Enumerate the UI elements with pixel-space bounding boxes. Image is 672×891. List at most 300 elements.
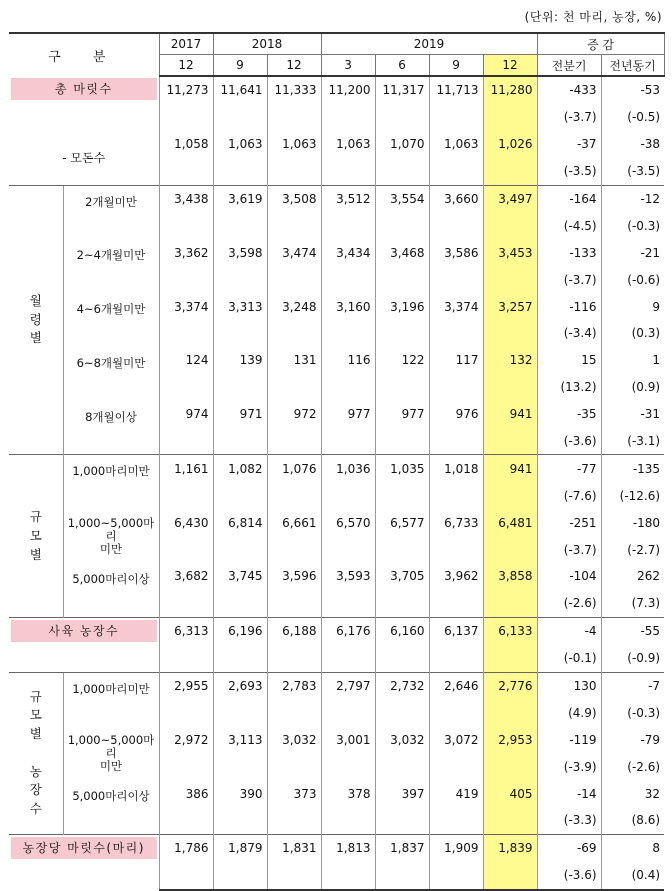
value-cell: 419 <box>429 780 483 807</box>
value-cell: -116 <box>537 293 601 320</box>
row-label: 4~6개월미만 <box>63 293 159 347</box>
row-label: 1,000마리미만 <box>63 455 159 509</box>
empty-cell <box>375 753 429 780</box>
value-cell: 3,362 <box>159 239 213 266</box>
empty-cell <box>159 753 213 780</box>
value-cell: 1,035 <box>375 455 429 482</box>
empty-cell <box>267 807 321 834</box>
empty-cell <box>483 807 537 834</box>
empty-cell <box>321 320 375 347</box>
table-row <box>9 780 664 807</box>
value-cell: 3,072 <box>429 726 483 753</box>
empty-cell <box>483 158 537 185</box>
table-row <box>9 726 664 753</box>
value-cell: -164 <box>537 185 601 212</box>
empty-cell <box>267 158 321 185</box>
value-cell: 6,196 <box>213 617 267 644</box>
value-cell: 116 <box>321 347 375 374</box>
value-cell: -35 <box>537 401 601 428</box>
value-cell: 6,188 <box>267 617 321 644</box>
percent-cell: (13.2) <box>537 374 601 401</box>
empty-cell <box>483 320 537 347</box>
value-cell: 9 <box>601 293 664 320</box>
value-cell: -12 <box>601 185 664 212</box>
percent-cell: (-3.7) <box>537 266 601 293</box>
value-cell: 131 <box>267 347 321 374</box>
header-month: 9 <box>213 55 267 77</box>
percent-cell: (-2.7) <box>601 536 664 563</box>
empty-cell <box>483 266 537 293</box>
header-row-years <box>9 33 664 55</box>
empty-cell <box>159 699 213 726</box>
value-cell: -133 <box>537 239 601 266</box>
row-label-text: 사육 농장수 <box>11 620 157 642</box>
value-cell: 976 <box>429 401 483 428</box>
value-cell: -37 <box>537 131 601 158</box>
value-cell: 11,317 <box>375 76 429 104</box>
value-cell: 1,909 <box>429 834 483 861</box>
empty-cell <box>429 482 483 509</box>
value-cell: 6,733 <box>429 509 483 536</box>
empty-cell <box>429 212 483 239</box>
empty-cell <box>429 753 483 780</box>
percent-cell: (-7.6) <box>537 482 601 509</box>
header-prev-year: 전년동기 <box>601 55 664 77</box>
value-cell: 3,497 <box>483 185 537 212</box>
value-cell: 2,972 <box>159 726 213 753</box>
value-cell: 3,453 <box>483 239 537 266</box>
header-month: 9 <box>429 55 483 77</box>
row-label: 2개월미만 <box>63 185 159 239</box>
value-cell: 390 <box>213 780 267 807</box>
row-label: 2~4개월미만 <box>63 239 159 293</box>
row-label: 6~8개월미만 <box>63 347 159 401</box>
empty-cell <box>213 374 267 401</box>
percent-cell: (-0.3) <box>601 212 664 239</box>
empty-cell <box>159 104 213 131</box>
percent-cell: (7.3) <box>601 590 664 617</box>
value-cell: -135 <box>601 455 664 482</box>
empty-cell <box>375 320 429 347</box>
unit-note: (단위: 천 마리, 농장, %) <box>524 10 662 24</box>
percent-cell: (-0.6) <box>601 266 664 293</box>
group-label: 규 모 별 <box>9 455 63 617</box>
empty-cell <box>375 807 429 834</box>
value-cell: -433 <box>537 76 601 104</box>
value-cell: 378 <box>321 780 375 807</box>
empty-cell <box>375 158 429 185</box>
empty-cell <box>483 212 537 239</box>
empty-cell <box>159 266 213 293</box>
value-cell: 1,813 <box>321 834 375 861</box>
empty-cell <box>213 753 267 780</box>
empty-cell <box>213 428 267 455</box>
empty-cell <box>267 212 321 239</box>
value-cell: 2,955 <box>159 672 213 699</box>
empty-cell <box>321 807 375 834</box>
value-cell: 3,438 <box>159 185 213 212</box>
percent-cell: (-2.6) <box>537 590 601 617</box>
value-cell: 3,032 <box>375 726 429 753</box>
header-month: 12 <box>159 55 213 77</box>
value-cell: 6,313 <box>159 617 213 644</box>
group-label: 규 모 별 농 장 수 <box>9 672 63 834</box>
empty-cell <box>213 807 267 834</box>
empty-cell <box>375 428 429 455</box>
empty-cell <box>429 320 483 347</box>
value-cell: 3,257 <box>483 293 537 320</box>
value-cell: 3,745 <box>213 563 267 590</box>
value-cell: 1,879 <box>213 834 267 861</box>
value-cell: 3,596 <box>267 563 321 590</box>
value-cell: 11,273 <box>159 76 213 104</box>
percent-cell: (0.4) <box>601 862 664 890</box>
empty-cell <box>429 536 483 563</box>
value-cell: 3,598 <box>213 239 267 266</box>
empty-cell <box>321 699 375 726</box>
table-row <box>9 293 664 320</box>
value-cell: 3,593 <box>321 563 375 590</box>
value-cell: 6,137 <box>429 617 483 644</box>
header-year-2019: 2019 <box>321 33 537 55</box>
percent-cell: (-3.7) <box>537 104 601 131</box>
value-cell: 386 <box>159 780 213 807</box>
empty-cell <box>321 212 375 239</box>
table-row <box>9 185 664 212</box>
empty-cell <box>375 374 429 401</box>
empty-cell <box>159 590 213 617</box>
value-cell: 2,776 <box>483 672 537 699</box>
empty-cell <box>267 699 321 726</box>
empty-cell <box>159 482 213 509</box>
value-cell: 11,280 <box>483 76 537 104</box>
empty-cell <box>429 266 483 293</box>
value-cell: 1,831 <box>267 834 321 861</box>
empty-cell <box>213 104 267 131</box>
value-cell: 1,786 <box>159 834 213 861</box>
empty-cell <box>483 645 537 672</box>
table-row <box>9 672 664 699</box>
value-cell: 11,713 <box>429 76 483 104</box>
row-label <box>9 617 159 672</box>
value-cell: 3,962 <box>429 563 483 590</box>
row-label: 1,000마리미만 <box>63 672 159 726</box>
empty-cell <box>483 536 537 563</box>
empty-cell <box>429 374 483 401</box>
value-cell: 11,333 <box>267 76 321 104</box>
value-cell: 971 <box>213 401 267 428</box>
value-cell: 3,619 <box>213 185 267 212</box>
empty-cell <box>375 536 429 563</box>
value-cell: 1,070 <box>375 131 429 158</box>
value-cell: -4 <box>537 617 601 644</box>
value-cell: 1,837 <box>375 834 429 861</box>
value-cell: 8 <box>601 834 664 861</box>
value-cell: 6,577 <box>375 509 429 536</box>
row-label: 5,000마리이상 <box>63 780 159 834</box>
header-month: 12 <box>267 55 321 77</box>
value-cell: 974 <box>159 401 213 428</box>
row-label: 1,000~5,000마리 미만 <box>63 509 159 563</box>
value-cell: 1,839 <box>483 834 537 861</box>
value-cell: 6,133 <box>483 617 537 644</box>
percent-cell: (-3.5) <box>537 158 601 185</box>
value-cell: 3,313 <box>213 293 267 320</box>
header-category: 구 분 <box>9 33 159 76</box>
value-cell: 3,474 <box>267 239 321 266</box>
value-cell: 6,481 <box>483 509 537 536</box>
percent-cell: (-3.7) <box>537 536 601 563</box>
empty-cell <box>429 807 483 834</box>
value-cell: 1,076 <box>267 455 321 482</box>
empty-cell <box>483 482 537 509</box>
value-cell: 1,063 <box>321 131 375 158</box>
empty-cell <box>483 374 537 401</box>
empty-cell <box>375 645 429 672</box>
value-cell: 3,374 <box>159 293 213 320</box>
percent-cell: (-12.6) <box>601 482 664 509</box>
empty-cell <box>267 590 321 617</box>
table-body <box>9 76 664 890</box>
table-row <box>9 834 664 861</box>
value-cell: 3,468 <box>375 239 429 266</box>
empty-cell <box>159 536 213 563</box>
value-cell: -77 <box>537 455 601 482</box>
row-label: 1,000~5,000마리 미만 <box>63 726 159 780</box>
row-label-text: 농장당 마릿수(마리) <box>11 837 157 859</box>
empty-cell <box>213 320 267 347</box>
empty-cell <box>213 536 267 563</box>
empty-cell <box>267 428 321 455</box>
value-cell: 977 <box>321 401 375 428</box>
empty-cell <box>159 374 213 401</box>
value-cell: 1,058 <box>159 131 213 158</box>
value-cell: 3,248 <box>267 293 321 320</box>
empty-cell <box>267 374 321 401</box>
empty-cell <box>159 158 213 185</box>
empty-cell <box>321 428 375 455</box>
value-cell: 117 <box>429 347 483 374</box>
value-cell: 32 <box>601 780 664 807</box>
value-cell: 6,814 <box>213 509 267 536</box>
empty-cell <box>213 482 267 509</box>
value-cell: 3,113 <box>213 726 267 753</box>
percent-cell: (-3.3) <box>537 807 601 834</box>
value-cell: 6,430 <box>159 509 213 536</box>
table-row <box>9 401 664 428</box>
value-cell: -14 <box>537 780 601 807</box>
header-month: 6 <box>375 55 429 77</box>
row-label: 8개월이상 <box>63 401 159 455</box>
empty-cell <box>213 590 267 617</box>
empty-cell <box>267 104 321 131</box>
value-cell: 1,063 <box>267 131 321 158</box>
empty-cell <box>213 212 267 239</box>
empty-cell <box>375 590 429 617</box>
empty-cell <box>321 590 375 617</box>
value-cell: 15 <box>537 347 601 374</box>
value-cell: 11,200 <box>321 76 375 104</box>
value-cell: 405 <box>483 780 537 807</box>
value-cell: -31 <box>601 401 664 428</box>
value-cell: 6,570 <box>321 509 375 536</box>
empty-cell <box>213 645 267 672</box>
table-row <box>9 509 664 536</box>
empty-cell <box>429 699 483 726</box>
value-cell: 3,374 <box>429 293 483 320</box>
empty-cell <box>321 645 375 672</box>
value-cell: -79 <box>601 726 664 753</box>
value-cell: 2,953 <box>483 726 537 753</box>
group-label: 월 령 별 <box>9 185 63 455</box>
value-cell: 2,693 <box>213 672 267 699</box>
empty-cell <box>159 428 213 455</box>
value-cell: 3,434 <box>321 239 375 266</box>
value-cell: 132 <box>483 347 537 374</box>
row-label: 5,000마리이상 <box>63 563 159 617</box>
value-cell: -69 <box>537 834 601 861</box>
empty-cell <box>483 104 537 131</box>
percent-cell: (-0.9) <box>601 645 664 672</box>
value-cell: 2,797 <box>321 672 375 699</box>
empty-cell <box>483 699 537 726</box>
value-cell: 130 <box>537 672 601 699</box>
value-cell: -119 <box>537 726 601 753</box>
empty-cell <box>429 104 483 131</box>
percent-cell: (-3.5) <box>601 158 664 185</box>
percent-cell: (-0.5) <box>601 104 664 131</box>
value-cell: -180 <box>601 509 664 536</box>
value-cell: 941 <box>483 401 537 428</box>
empty-cell <box>321 536 375 563</box>
empty-cell <box>321 104 375 131</box>
empty-cell <box>375 699 429 726</box>
value-cell: 3,160 <box>321 293 375 320</box>
percent-cell: (-2.6) <box>601 753 664 780</box>
percent-cell: (-3.4) <box>537 320 601 347</box>
table-row <box>9 239 664 266</box>
percent-cell: (-0.3) <box>601 699 664 726</box>
empty-cell <box>267 482 321 509</box>
empty-cell <box>483 753 537 780</box>
value-cell: 6,661 <box>267 509 321 536</box>
value-cell: 139 <box>213 347 267 374</box>
value-cell: -7 <box>601 672 664 699</box>
header-month: 3 <box>321 55 375 77</box>
header-change: 증 감 <box>537 33 664 55</box>
percent-cell: (-3.1) <box>601 428 664 455</box>
empty-cell <box>375 266 429 293</box>
empty-cell <box>483 428 537 455</box>
empty-cell <box>321 374 375 401</box>
percent-cell: (-4.5) <box>537 212 601 239</box>
table-row <box>9 563 664 590</box>
row-label <box>9 834 159 889</box>
empty-cell <box>213 158 267 185</box>
empty-cell <box>321 266 375 293</box>
value-cell: 1 <box>601 347 664 374</box>
value-cell: 397 <box>375 780 429 807</box>
empty-cell <box>429 645 483 672</box>
value-cell: 2,783 <box>267 672 321 699</box>
header-month-current: 12 <box>483 55 537 77</box>
header-year-2018: 2018 <box>213 33 321 55</box>
empty-cell <box>267 536 321 563</box>
value-cell: 1,026 <box>483 131 537 158</box>
table-row <box>9 76 664 104</box>
value-cell: 373 <box>267 780 321 807</box>
value-cell: -104 <box>537 563 601 590</box>
empty-cell <box>267 320 321 347</box>
empty-cell <box>321 482 375 509</box>
percent-cell: (0.3) <box>601 320 664 347</box>
empty-cell <box>483 590 537 617</box>
value-cell: -21 <box>601 239 664 266</box>
empty-cell <box>267 645 321 672</box>
value-cell: 1,063 <box>429 131 483 158</box>
percent-cell: (-3.6) <box>537 862 601 890</box>
value-cell: 3,586 <box>429 239 483 266</box>
table-row <box>9 617 664 644</box>
table-row <box>9 455 664 482</box>
value-cell: 2,732 <box>375 672 429 699</box>
value-cell: 3,508 <box>267 185 321 212</box>
percent-cell: (4.9) <box>537 699 601 726</box>
value-cell: 1,161 <box>159 455 213 482</box>
table-row <box>9 131 664 158</box>
empty-cell <box>429 158 483 185</box>
header-prev-quarter: 전분기 <box>537 55 601 77</box>
pig-statistics-table <box>9 32 665 891</box>
empty-cell <box>375 212 429 239</box>
empty-cell <box>159 807 213 834</box>
value-cell: 3,512 <box>321 185 375 212</box>
percent-cell: (8.6) <box>601 807 664 834</box>
value-cell: -38 <box>601 131 664 158</box>
value-cell: 262 <box>601 563 664 590</box>
empty-cell <box>429 590 483 617</box>
value-cell: 124 <box>159 347 213 374</box>
empty-cell <box>375 482 429 509</box>
value-cell: 3,858 <box>483 563 537 590</box>
empty-cell <box>213 699 267 726</box>
empty-cell <box>267 266 321 293</box>
value-cell: -251 <box>537 509 601 536</box>
value-cell: 1,036 <box>321 455 375 482</box>
value-cell: -53 <box>601 76 664 104</box>
value-cell: 3,682 <box>159 563 213 590</box>
value-cell: 6,176 <box>321 617 375 644</box>
empty-cell <box>375 104 429 131</box>
percent-cell: (-3.9) <box>537 753 601 780</box>
value-cell: 3,660 <box>429 185 483 212</box>
value-cell: 972 <box>267 401 321 428</box>
empty-cell <box>321 158 375 185</box>
value-cell: 3,196 <box>375 293 429 320</box>
row-label: - 모돈수 <box>62 151 106 166</box>
percent-cell: (-0.1) <box>537 645 601 672</box>
percent-cell: (-3.6) <box>537 428 601 455</box>
value-cell: 977 <box>375 401 429 428</box>
empty-cell <box>321 753 375 780</box>
value-cell: 122 <box>375 347 429 374</box>
value-cell: 11,641 <box>213 76 267 104</box>
value-cell: 1,082 <box>213 455 267 482</box>
empty-cell <box>267 753 321 780</box>
table-row <box>9 347 664 374</box>
value-cell: 941 <box>483 455 537 482</box>
value-cell: 3,705 <box>375 563 429 590</box>
